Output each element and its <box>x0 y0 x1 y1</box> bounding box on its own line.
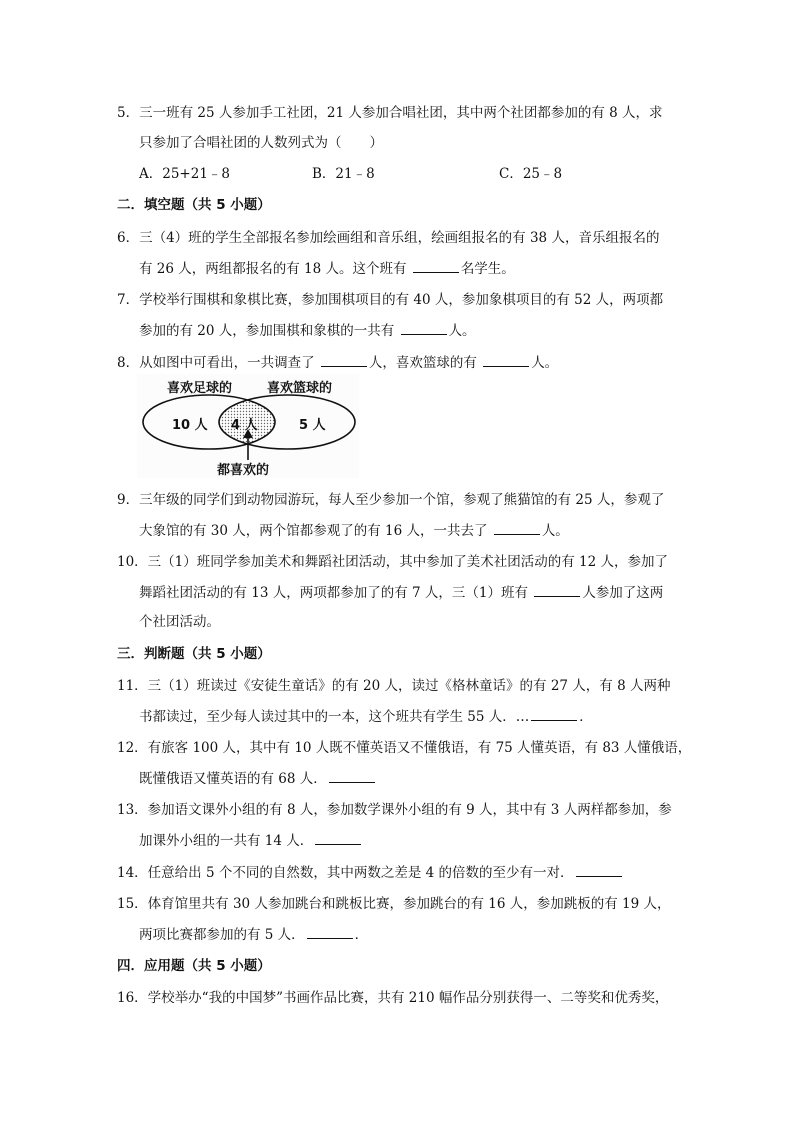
answer-blank[interactable] <box>321 352 367 367</box>
question-9-line-2: 大象馆的有 30 人，两个馆都参观了的有 16 人，一共去了 人。 <box>139 520 709 541</box>
question-7-line-2: 参加的有 20 人，参加围棋和象棋的一共有 人。 <box>139 320 709 341</box>
answer-blank[interactable] <box>329 768 375 783</box>
venn-label-left: 喜欢足球的 <box>167 381 233 396</box>
venn-diagram <box>137 374 359 478</box>
venn-left-value: 10 人 <box>172 418 208 433</box>
question-12-line-1: 12．有旅客 100 人，其中有 10 人既不懂英语又不懂俄语，有 75 人懂英语，有 83 人懂俄语， <box>117 740 692 756</box>
answer-blank[interactable] <box>494 520 540 535</box>
question-5-line-1: 5．三一班有 25 人参加手工社团，21 人参加合唱社团，其中两个社团都参加的有 8 人，求 <box>117 105 663 121</box>
question-5-line-2: 只参加了合唱社团的人数列式为（ ） <box>139 135 383 151</box>
option-b: B．21﹣8 <box>312 166 375 182</box>
question-11-line-1: 11．三（1）班读过《安徒生童话》的有 20 人，读过《格林童话》的有 27 人，有 8 人两种 <box>117 678 671 694</box>
venn-bottom-label: 都喜欢的 <box>217 463 270 478</box>
question-7-line-1: 7．学校举行围棋和象棋比赛，参加围棋项目的有 40 人，参加象棋项目的有 52 人，两项都 <box>117 292 664 308</box>
venn-right-value: 5 人 <box>299 418 326 433</box>
question-6-line-2: 有 26 人，两组都报名的有 18 人。这个班有 名学生。 <box>139 258 709 279</box>
question-13-line-2: 加课外小组的一共有 14 人． <box>139 830 709 851</box>
question-16-line-1: 16．学校举办“我的中国梦”书画作品比赛，共有 210 幅作品分别获得一、二等奖和优秀奖， <box>117 990 669 1006</box>
question-13-line-1: 13．参加语文课外小组的有 8 人，参加数学课外小组的有 9 人，其中有 3 人两样都参加，参 <box>117 802 672 818</box>
question-14-line-1: 14．任意给出 5 个不同的自然数，其中两数之差是 4 的倍数的至少有一对． <box>117 862 687 883</box>
answer-blank[interactable] <box>531 706 577 721</box>
answer-blank[interactable] <box>413 258 459 273</box>
question-8-line-1: 8．从如图中可看出，一共调查了 人，喜欢篮球的有 人。 <box>117 352 687 373</box>
answer-blank[interactable] <box>534 582 580 597</box>
answer-blank[interactable] <box>307 924 353 939</box>
question-12-line-2: 既懂俄语又懂英语的有 68 人． <box>139 768 709 789</box>
venn-middle-value: 4 人 <box>231 418 258 433</box>
question-15-line-2: 两项比赛都参加的有 5 人． ． <box>139 924 709 945</box>
question-6-line-1: 6．三（4）班的学生全部报名参加绘画组和音乐组，绘画组报名的有 38 人，音乐组报名的 <box>117 230 660 246</box>
question-15-line-1: 15．体育馆里共有 30 人参加跳台和跳板比赛，参加跳台的有 16 人，参加跳板的有 19 人， <box>117 896 671 912</box>
answer-blank[interactable] <box>401 320 447 335</box>
answer-blank[interactable] <box>483 352 529 367</box>
question-11-line-2: 书都读过，至少每人读过其中的一本，这个班共有学生 55 人．… ． <box>139 706 709 727</box>
section-3-title: 三．判断题（共 5 小题） <box>117 646 271 662</box>
section-2-title: 二．填空题（共 5 小题） <box>117 197 271 213</box>
option-a: A．25+21﹣8 <box>139 166 231 182</box>
answer-blank[interactable] <box>576 862 622 877</box>
answer-blank[interactable] <box>315 830 361 845</box>
question-10-line-2: 舞蹈社团活动的有 13 人，两项都参加了的有 7 人，三（1）班有 人参加了这两 <box>139 582 709 603</box>
section-4-title: 四．应用题（共 5 小题） <box>117 958 271 974</box>
venn-label-right: 喜欢篮球的 <box>267 381 333 396</box>
question-9-line-1: 9．三年级的同学们到动物园游玩，每人至少参加一个馆，参观了熊猫馆的有 25 人，参观了 <box>117 492 665 508</box>
option-c: C．25﹣8 <box>499 166 563 182</box>
question-10-line-1: 10．三（1）班同学参加美术和舞蹈社团活动，其中参加了美术社团活动的有 12 人，参加了 <box>117 554 669 570</box>
question-10-line-3: 个社团活动。 <box>139 614 220 630</box>
